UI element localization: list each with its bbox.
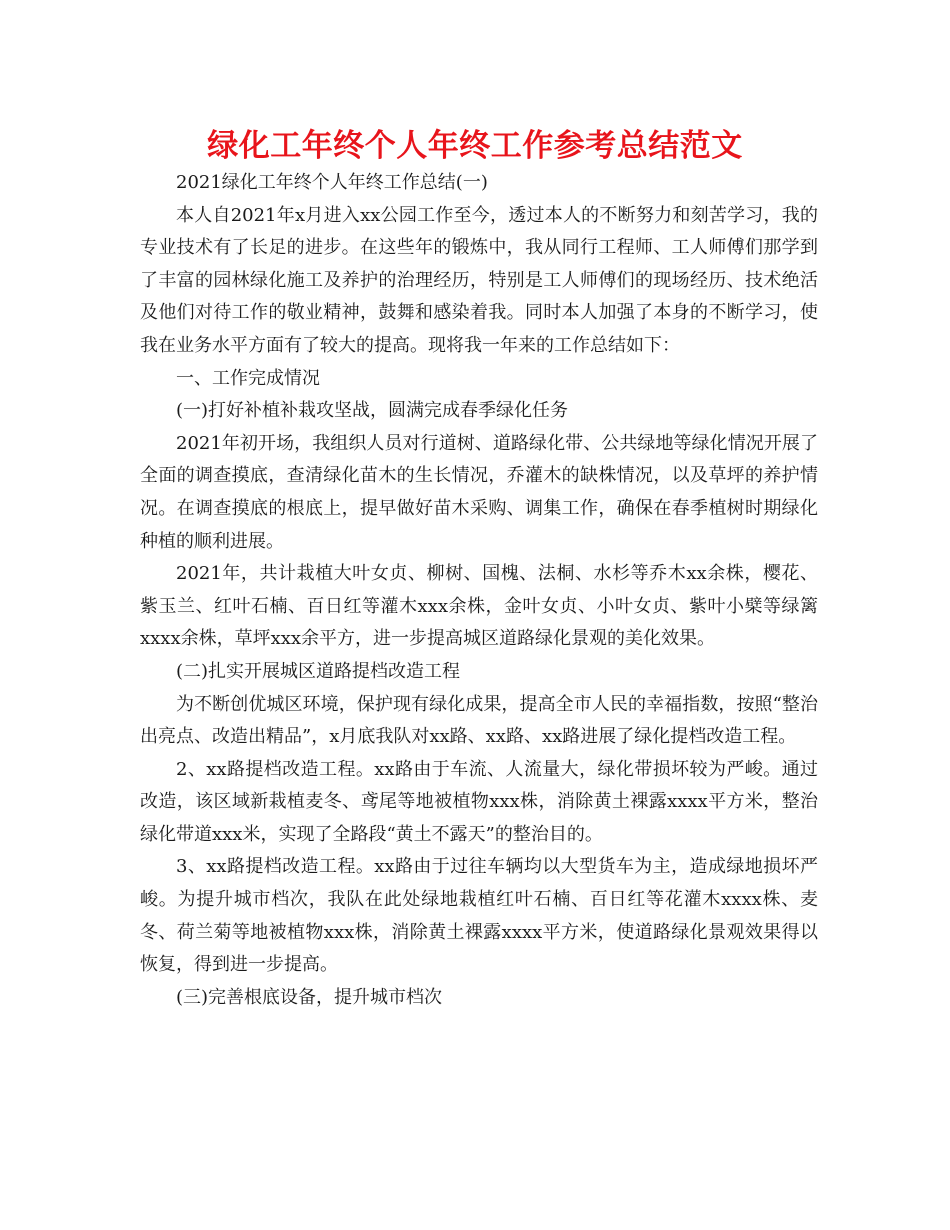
intro-paragraph: 本人自2021年x月进入xx公园工作至今，透过本人的不断努力和刻苦学习，我的专业技术有了长足的进步。在这些年的锻炼中，我从同行工程师、工人师傅们那学到了丰富的园林绿化施工及养护的治理经历，特别是工人师傅们的现场经历、技术绝活及他们对待工作的敬业精神，鼓舞和感染着我。同时本人加强了本身的不断学习，使我在业务水平方面有了较大的提高。现将我一年来的工作总结如下： — [140, 204, 818, 356]
subsection-heading: (三)完善根底设备，提升城市档次 — [176, 986, 443, 1008]
subsection-heading: (一)打好补植补栽攻坚战，圆满完成春季绿化任务 — [176, 400, 569, 422]
body-paragraph: 2021年初开场，我组织人员对行道树、道路绿化带、公共绿地等绿化情况开展了全面的调查摸底，查清绿化苗木的生长情况，乔灌木的缺株情况，以及草坪的养护情况。在调查摸底的根底上，提早做好苗木采购、调集工作，确保在春季植树时期绿化种植的顺利进展。 — [140, 432, 818, 552]
body-paragraph: 2021年，共计栽植大叶女贞、柳树、国槐、法桐、水杉等乔木xx余株，樱花、紫玉兰、红叶石楠、百日红等灌木xxx余株，金叶女贞、小叶女贞、紫叶小檗等绿篱xxxx余株，草坪xxx余平方，进一步提高城区道路绿化景观的美化效果。 — [140, 563, 818, 650]
section-heading: 一、工作完成情况 — [176, 367, 320, 389]
subsection-heading: (二)扎实开展城区道路提档改造工程 — [176, 660, 461, 682]
body-paragraph: 为不断创优城区环境，保护现有绿化成果，提高全市人民的幸福指数，按照“整治出亮点、改造出精品”，x月底我队对xx路、xx路、xx路进展了绿化提档改造工程。 — [140, 693, 818, 748]
body-paragraph: 3、xx路提档改造工程。xx路由于过往车辆均以大型货车为主，造成绿地损坏严峻。为提升城市档次，我队在此处绿地栽植红叶石楠、百日红等花灌木xxxx株、麦冬、荷兰菊等地被植物xxx株，消除黄土裸露xxxx平方米，使道路绿化景观效果得以恢复，得到进一步提高。 — [140, 856, 818, 976]
subtitle-paragraph: 2021绿化工年终个人年终工作总结(一) — [176, 172, 488, 193]
document-title: 绿化工年终个人年终工作参考总结范文 — [207, 128, 743, 164]
body-paragraph: 2、xx路提档改造工程。xx路由于车流、人流量大，绿化带损坏较为严峻。通过改造，该区域新栽植麦冬、鸢尾等地被植物xxx株，消除黄土裸露xxxx平方米，整治绿化带道xxx米，实现了全路段“黄土不露天”的整治目的。 — [140, 758, 818, 845]
document-body — [140, 167, 818, 1014]
